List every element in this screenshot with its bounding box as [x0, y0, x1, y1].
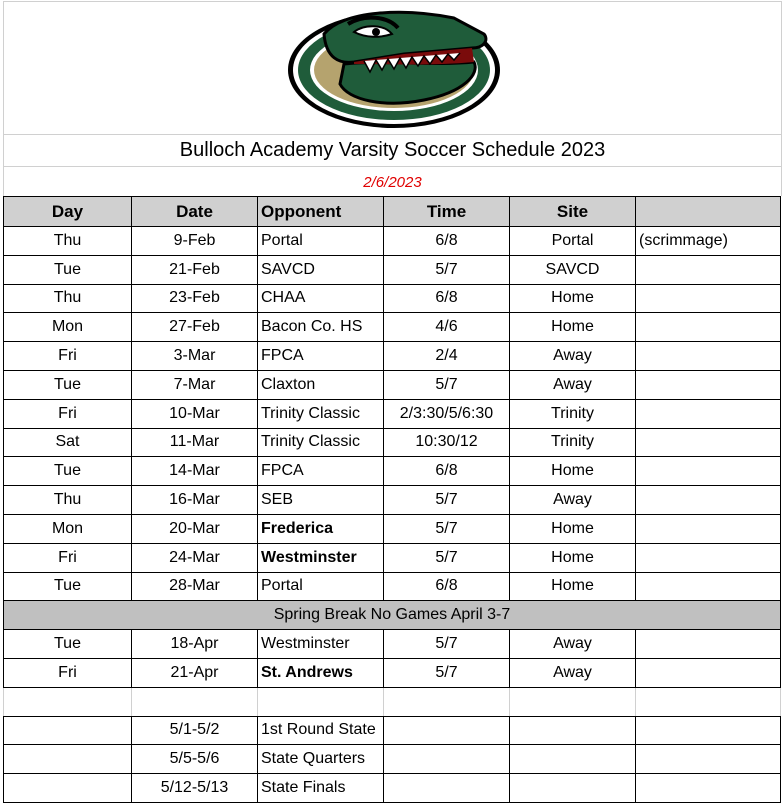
empty-cell — [510, 716, 636, 745]
state-body — [4, 716, 781, 802]
time-cell: 6/8 — [384, 284, 510, 313]
opponent-cell: FPCA — [258, 342, 384, 371]
opponent-cell: St. Andrews — [258, 658, 384, 687]
date-cell: 7-Mar — [132, 370, 258, 399]
time-cell: 2/3:30/5/6:30 — [384, 399, 510, 428]
note-cell — [636, 399, 781, 428]
note-cell — [636, 486, 781, 515]
day-cell: Fri — [4, 342, 132, 371]
time-cell: 10:30/12 — [384, 428, 510, 457]
table-row — [4, 457, 781, 486]
time-cell: 6/8 — [384, 457, 510, 486]
site-cell: Away — [510, 630, 636, 659]
opponent-cell: FPCA — [258, 457, 384, 486]
note-cell — [636, 630, 781, 659]
spring-break-row — [4, 601, 781, 630]
date-cell: 16-Mar — [132, 486, 258, 515]
day-cell: Tue — [4, 457, 132, 486]
table-row — [4, 399, 781, 428]
site-cell: Home — [510, 572, 636, 601]
time-cell: 5/7 — [384, 658, 510, 687]
column-header-date: Date — [132, 197, 258, 227]
table-row — [4, 284, 781, 313]
day-cell: Tue — [4, 370, 132, 399]
column-header-time: Time — [384, 197, 510, 227]
site-cell: Away — [510, 658, 636, 687]
blank-body — [4, 687, 781, 716]
site-cell: SAVCD — [510, 255, 636, 284]
table-row — [4, 630, 781, 659]
table-row — [4, 486, 781, 515]
date-cell: 3-Mar — [132, 342, 258, 371]
day-cell: Thu — [4, 227, 132, 256]
empty-cell — [636, 774, 781, 803]
date-cell: 27-Feb — [132, 313, 258, 342]
table-row — [4, 572, 781, 601]
opponent-cell: Trinity Classic — [258, 399, 384, 428]
empty-cell — [636, 716, 781, 745]
table-row — [4, 428, 781, 457]
updated-date: 2/6/2023 — [3, 167, 782, 196]
time-cell: 4/6 — [384, 313, 510, 342]
page-title: Bulloch Academy Varsity Soccer Schedule 2023 — [3, 135, 782, 167]
site-cell: Home — [510, 543, 636, 572]
site-cell: Away — [510, 370, 636, 399]
break-body — [4, 601, 781, 630]
site-cell: Trinity — [510, 428, 636, 457]
empty-cell — [4, 716, 132, 745]
site-cell: Home — [510, 313, 636, 342]
day-cell: Tue — [4, 630, 132, 659]
date-cell: 20-Mar — [132, 514, 258, 543]
note-cell — [636, 342, 781, 371]
site-cell: Home — [510, 284, 636, 313]
opponent-cell: Portal — [258, 227, 384, 256]
opponent-cell: SAVCD — [258, 255, 384, 284]
date-cell: 18-Apr — [132, 630, 258, 659]
opponent-cell: CHAA — [258, 284, 384, 313]
time-cell: 5/7 — [384, 630, 510, 659]
time-cell: 5/7 — [384, 514, 510, 543]
time-cell: 6/8 — [384, 227, 510, 256]
opponent-cell: Claxton — [258, 370, 384, 399]
column-header-site: Site — [510, 197, 636, 227]
opponent-cell: Bacon Co. HS — [258, 313, 384, 342]
date-cell: 11-Mar — [132, 428, 258, 457]
round-cell: State Finals — [258, 774, 384, 803]
note-cell — [636, 658, 781, 687]
time-cell: 6/8 — [384, 572, 510, 601]
opponent-cell: Westminster — [258, 543, 384, 572]
state-row — [4, 745, 781, 774]
empty-cell — [4, 745, 132, 774]
note-cell — [636, 255, 781, 284]
schedule-table — [3, 196, 781, 803]
note-cell — [636, 572, 781, 601]
date-cell: 5/12-5/13 — [132, 774, 258, 803]
empty-cell — [636, 745, 781, 774]
date-cell: 14-Mar — [132, 457, 258, 486]
note-cell — [636, 543, 781, 572]
date-cell: 23-Feb — [132, 284, 258, 313]
time-cell: 5/7 — [384, 255, 510, 284]
round-cell: 1st Round State — [258, 716, 384, 745]
date-cell: 5/5-5/6 — [132, 745, 258, 774]
note-cell — [636, 313, 781, 342]
blank-cell — [510, 687, 636, 716]
date-cell: 10-Mar — [132, 399, 258, 428]
site-cell: Home — [510, 457, 636, 486]
empty-cell — [510, 774, 636, 803]
day-cell: Fri — [4, 658, 132, 687]
day-cell: Fri — [4, 543, 132, 572]
table-header-row — [4, 197, 781, 227]
time-cell: 5/7 — [384, 486, 510, 515]
table-row — [4, 227, 781, 256]
empty-cell — [384, 716, 510, 745]
time-cell: 5/7 — [384, 543, 510, 572]
blank-cell — [258, 687, 384, 716]
time-cell: 2/4 — [384, 342, 510, 371]
note-cell: (scrimmage) — [636, 227, 781, 256]
column-header-opponent: Opponent — [258, 197, 384, 227]
day-cell: Mon — [4, 313, 132, 342]
empty-cell — [4, 774, 132, 803]
time-cell: 5/7 — [384, 370, 510, 399]
date-cell: 28-Mar — [132, 572, 258, 601]
empty-cell — [384, 774, 510, 803]
day-cell: Fri — [4, 399, 132, 428]
column-header-day: Day — [4, 197, 132, 227]
date-cell: 21-Apr — [132, 658, 258, 687]
site-cell: Away — [510, 342, 636, 371]
blank-cell — [132, 687, 258, 716]
table-row — [4, 342, 781, 371]
blank-row — [4, 687, 781, 716]
site-cell: Away — [510, 486, 636, 515]
opponent-cell: SEB — [258, 486, 384, 515]
day-cell: Tue — [4, 255, 132, 284]
schedule-sheet — [3, 1, 782, 802]
table-row — [4, 370, 781, 399]
games-after-body — [4, 630, 781, 688]
day-cell: Mon — [4, 514, 132, 543]
note-cell — [636, 428, 781, 457]
note-cell — [636, 457, 781, 486]
column-header-notes — [636, 197, 781, 227]
blank-cell — [636, 687, 781, 716]
note-cell — [636, 514, 781, 543]
logo-row — [3, 1, 782, 135]
day-cell: Thu — [4, 284, 132, 313]
date-cell: 9-Feb — [132, 227, 258, 256]
gator-logo-icon — [284, 4, 504, 132]
blank-cell — [4, 687, 132, 716]
day-cell: Thu — [4, 486, 132, 515]
table-row — [4, 313, 781, 342]
opponent-cell: Portal — [258, 572, 384, 601]
table-row — [4, 255, 781, 284]
site-cell: Home — [510, 514, 636, 543]
date-cell: 24-Mar — [132, 543, 258, 572]
date-cell: 21-Feb — [132, 255, 258, 284]
note-cell — [636, 284, 781, 313]
games-body — [4, 227, 781, 601]
spring-break-text: Spring Break No Games April 3-7 — [4, 601, 781, 630]
date-cell: 5/1-5/2 — [132, 716, 258, 745]
table-row — [4, 514, 781, 543]
note-cell — [636, 370, 781, 399]
site-cell: Trinity — [510, 399, 636, 428]
day-cell: Tue — [4, 572, 132, 601]
state-row — [4, 774, 781, 803]
state-row — [4, 716, 781, 745]
table-row — [4, 658, 781, 687]
day-cell: Sat — [4, 428, 132, 457]
opponent-cell: Trinity Classic — [258, 428, 384, 457]
table-row — [4, 543, 781, 572]
round-cell: State Quarters — [258, 745, 384, 774]
opponent-cell: Frederica — [258, 514, 384, 543]
blank-cell — [384, 687, 510, 716]
site-cell: Portal — [510, 227, 636, 256]
empty-cell — [384, 745, 510, 774]
opponent-cell: Westminster — [258, 630, 384, 659]
empty-cell — [510, 745, 636, 774]
